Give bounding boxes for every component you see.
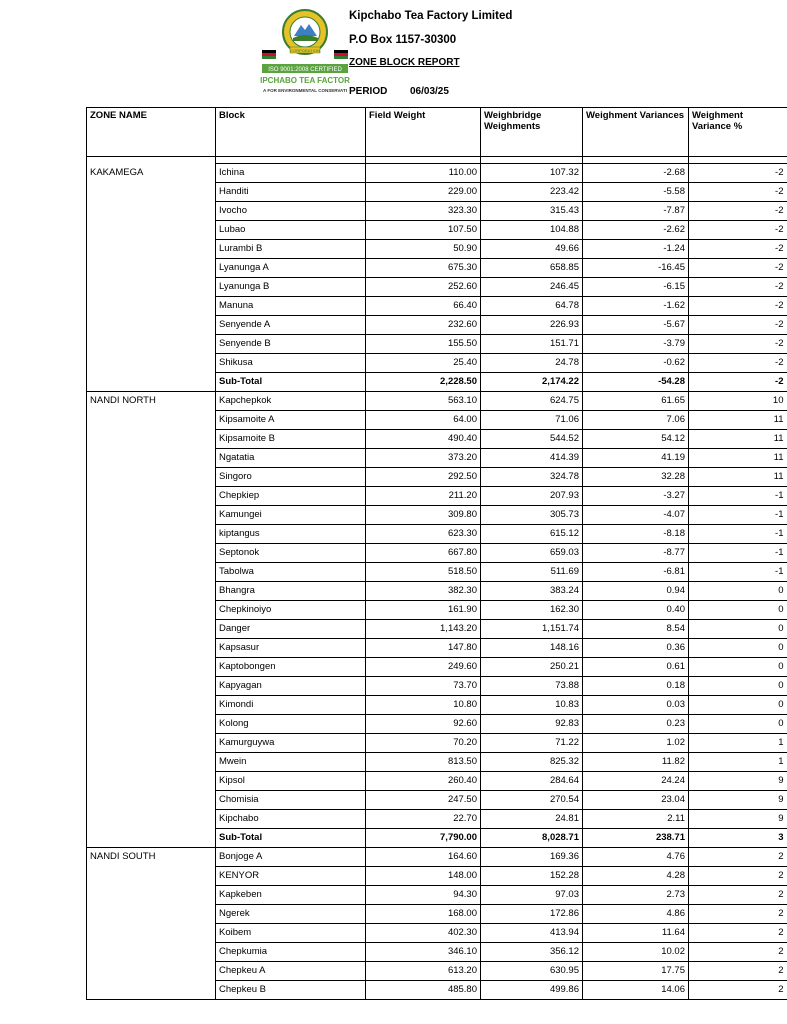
- field-weight-cell: 675.30: [366, 259, 481, 278]
- field-weight-cell: 229.00: [366, 183, 481, 202]
- weighbridge-cell: 223.42: [481, 183, 583, 202]
- block-cell: Kipsamoite A: [216, 411, 366, 430]
- spacer-cell: [689, 157, 787, 164]
- block-cell: Kaptobongen: [216, 658, 366, 677]
- field-weight-cell: 155.50: [366, 335, 481, 354]
- table-row: [87, 848, 787, 867]
- variance-pct-cell: -1: [689, 544, 787, 563]
- weighbridge-cell: 71.06: [481, 411, 583, 430]
- variance-pct-cell: 2: [689, 981, 787, 1000]
- block-cell: Kapsasur: [216, 639, 366, 658]
- weighbridge-cell: 414.39: [481, 449, 583, 468]
- variance-pct-cell: 11: [689, 411, 787, 430]
- subtotal-variance: -54.28: [583, 373, 689, 392]
- field-weight-cell: 10.80: [366, 696, 481, 715]
- variance-cell: 11.64: [583, 924, 689, 943]
- logo-corporation-text: CORPORATION: [290, 48, 320, 53]
- variance-cell: 4.28: [583, 867, 689, 886]
- block-cell: Chepkinoiyo: [216, 601, 366, 620]
- variance-pct-cell: -2: [689, 354, 787, 373]
- block-cell: Senyende A: [216, 316, 366, 335]
- weighbridge-cell: 511.69: [481, 563, 583, 582]
- block-cell: Kipsol: [216, 772, 366, 791]
- variance-cell: 0.61: [583, 658, 689, 677]
- table-body: [87, 157, 787, 1000]
- variance-cell: -6.81: [583, 563, 689, 582]
- field-weight-cell: 94.30: [366, 886, 481, 905]
- block-cell: Ivocho: [216, 202, 366, 221]
- spacer-cell: [216, 157, 366, 164]
- variance-cell: 0.03: [583, 696, 689, 715]
- field-weight-cell: 22.70: [366, 810, 481, 829]
- zone-name-cell: NANDI SOUTH: [87, 848, 216, 1000]
- variance-pct-cell: -1: [689, 563, 787, 582]
- field-weight-cell: 373.20: [366, 449, 481, 468]
- weighbridge-cell: 151.71: [481, 335, 583, 354]
- variance-cell: 17.75: [583, 962, 689, 981]
- field-weight-cell: 249.60: [366, 658, 481, 677]
- weighbridge-cell: 324.78: [481, 468, 583, 487]
- table-header-row: [87, 108, 787, 157]
- weighbridge-cell: 544.52: [481, 430, 583, 449]
- variance-cell: -6.15: [583, 278, 689, 297]
- block-cell: Kipchabo: [216, 810, 366, 829]
- zone-block-table: [86, 107, 787, 1000]
- weighbridge-cell: 97.03: [481, 886, 583, 905]
- field-weight-cell: 107.50: [366, 221, 481, 240]
- field-weight-cell: 66.40: [366, 297, 481, 316]
- variance-pct-cell: -2: [689, 164, 787, 183]
- weighbridge-cell: 659.03: [481, 544, 583, 563]
- variance-pct-cell: 2: [689, 848, 787, 867]
- field-weight-cell: 563.10: [366, 392, 481, 411]
- spacer-cell: [366, 157, 481, 164]
- subtotal-weighbridge: 2,174.22: [481, 373, 583, 392]
- field-weight-cell: 252.60: [366, 278, 481, 297]
- block-cell: Kamungei: [216, 506, 366, 525]
- field-weight-cell: 260.40: [366, 772, 481, 791]
- field-weight-cell: 70.20: [366, 734, 481, 753]
- weighbridge-cell: 356.12: [481, 943, 583, 962]
- variance-cell: -0.62: [583, 354, 689, 373]
- column-header-zone-name: ZONE NAME: [87, 108, 216, 157]
- variance-cell: 41.19: [583, 449, 689, 468]
- variance-pct-cell: 2: [689, 886, 787, 905]
- variance-pct-cell: 0: [689, 696, 787, 715]
- variance-cell: 8.54: [583, 620, 689, 639]
- weighbridge-cell: 825.32: [481, 753, 583, 772]
- block-cell: Kimondi: [216, 696, 366, 715]
- block-cell: Bonjoge A: [216, 848, 366, 867]
- field-weight-cell: 402.30: [366, 924, 481, 943]
- variance-cell: 0.18: [583, 677, 689, 696]
- field-weight-cell: 667.80: [366, 544, 481, 563]
- block-cell: Lubao: [216, 221, 366, 240]
- weighbridge-cell: 630.95: [481, 962, 583, 981]
- weighbridge-cell: 226.93: [481, 316, 583, 335]
- variance-cell: 32.28: [583, 468, 689, 487]
- column-header-weighment-variance-pct: Weighment Variance %: [689, 108, 787, 157]
- weighbridge-cell: 624.75: [481, 392, 583, 411]
- logo-tagline-text: A FOR ENVIRONMENTAL CONSERVATI: [263, 88, 347, 93]
- logo-factory-text: IPCHABO TEA FACTOR: [260, 76, 350, 85]
- variance-cell: -8.18: [583, 525, 689, 544]
- spacer-cell: [87, 157, 216, 164]
- variance-cell: -2.62: [583, 221, 689, 240]
- variance-cell: 4.76: [583, 848, 689, 867]
- variance-cell: -3.79: [583, 335, 689, 354]
- weighbridge-cell: 64.78: [481, 297, 583, 316]
- period-value: 06/03/25: [410, 86, 449, 97]
- weighbridge-cell: 499.86: [481, 981, 583, 1000]
- weighbridge-cell: 152.28: [481, 867, 583, 886]
- variance-cell: -8.77: [583, 544, 689, 563]
- variance-pct-cell: -2: [689, 183, 787, 202]
- variance-cell: 23.04: [583, 791, 689, 810]
- variance-pct-cell: 2: [689, 924, 787, 943]
- weighbridge-cell: 246.45: [481, 278, 583, 297]
- field-weight-cell: 309.80: [366, 506, 481, 525]
- company-logo: [262, 8, 348, 96]
- variance-cell: 1.02: [583, 734, 689, 753]
- field-weight-cell: 292.50: [366, 468, 481, 487]
- column-header-field-weight: Field Weight: [366, 108, 481, 157]
- column-header-weighbridge-weighments: Weighbridge Weighments: [481, 108, 583, 157]
- field-weight-cell: 232.60: [366, 316, 481, 335]
- variance-cell: 7.06: [583, 411, 689, 430]
- block-cell: Senyende B: [216, 335, 366, 354]
- variance-pct-cell: 11: [689, 430, 787, 449]
- field-weight-cell: 485.80: [366, 981, 481, 1000]
- subtotal-field-weight: 7,790.00: [366, 829, 481, 848]
- logo-certified-text: ISO 9001:2008 CERTIFIED: [268, 67, 342, 73]
- block-cell: Septonok: [216, 544, 366, 563]
- weighbridge-cell: 71.22: [481, 734, 583, 753]
- variance-cell: -5.58: [583, 183, 689, 202]
- field-weight-cell: 64.00: [366, 411, 481, 430]
- block-cell: Chepkeu B: [216, 981, 366, 1000]
- block-cell: Tabolwa: [216, 563, 366, 582]
- variance-cell: 14.06: [583, 981, 689, 1000]
- weighbridge-cell: 162.30: [481, 601, 583, 620]
- variance-cell: 24.24: [583, 772, 689, 791]
- field-weight-cell: 25.40: [366, 354, 481, 373]
- variance-pct-cell: 2: [689, 905, 787, 924]
- variance-cell: 11.82: [583, 753, 689, 772]
- variance-pct-cell: -2: [689, 297, 787, 316]
- field-weight-cell: 110.00: [366, 164, 481, 183]
- field-weight-cell: 813.50: [366, 753, 481, 772]
- subtotal-field-weight: 2,228.50: [366, 373, 481, 392]
- variance-pct-cell: -1: [689, 487, 787, 506]
- variance-pct-cell: 0: [689, 639, 787, 658]
- period-label: PERIOD: [349, 86, 388, 97]
- column-header-block: Block: [216, 108, 366, 157]
- field-weight-cell: 346.10: [366, 943, 481, 962]
- block-cell: Ichina: [216, 164, 366, 183]
- subtotal-label: Sub-Total: [216, 829, 366, 848]
- variance-cell: -7.87: [583, 202, 689, 221]
- weighbridge-cell: 250.21: [481, 658, 583, 677]
- variance-pct-cell: 9: [689, 791, 787, 810]
- variance-pct-cell: 9: [689, 810, 787, 829]
- block-cell: Kamurguywa: [216, 734, 366, 753]
- field-weight-cell: 92.60: [366, 715, 481, 734]
- subtotal-variance: 238.71: [583, 829, 689, 848]
- block-cell: Chomisia: [216, 791, 366, 810]
- variance-pct-cell: 0: [689, 715, 787, 734]
- variance-cell: 0.36: [583, 639, 689, 658]
- field-weight-cell: 161.90: [366, 601, 481, 620]
- field-weight-cell: 247.50: [366, 791, 481, 810]
- variance-cell: 0.40: [583, 601, 689, 620]
- weighbridge-cell: 169.36: [481, 848, 583, 867]
- block-cell: Kapyagan: [216, 677, 366, 696]
- variance-cell: -5.67: [583, 316, 689, 335]
- block-cell: Ngatatia: [216, 449, 366, 468]
- variance-pct-cell: 2: [689, 867, 787, 886]
- variance-pct-cell: -2: [689, 278, 787, 297]
- field-weight-cell: 490.40: [366, 430, 481, 449]
- field-weight-cell: 148.00: [366, 867, 481, 886]
- weighbridge-cell: 413.94: [481, 924, 583, 943]
- variance-pct-cell: 10: [689, 392, 787, 411]
- weighbridge-cell: 305.73: [481, 506, 583, 525]
- field-weight-cell: 623.30: [366, 525, 481, 544]
- weighbridge-cell: 383.24: [481, 582, 583, 601]
- variance-cell: -1.24: [583, 240, 689, 259]
- block-cell: KENYOR: [216, 867, 366, 886]
- variance-pct-cell: 1: [689, 753, 787, 772]
- field-weight-cell: 73.70: [366, 677, 481, 696]
- weighbridge-cell: 658.85: [481, 259, 583, 278]
- block-cell: Kapchepkok: [216, 392, 366, 411]
- block-cell: Lyanunga A: [216, 259, 366, 278]
- variance-pct-cell: 9: [689, 772, 787, 791]
- variance-cell: 61.65: [583, 392, 689, 411]
- weighbridge-cell: 49.66: [481, 240, 583, 259]
- variance-pct-cell: 11: [689, 449, 787, 468]
- block-cell: Chepkeu A: [216, 962, 366, 981]
- report-header: [0, 0, 768, 105]
- variance-pct-cell: 0: [689, 601, 787, 620]
- variance-cell: 0.23: [583, 715, 689, 734]
- variance-pct-cell: 1: [689, 734, 787, 753]
- weighbridge-cell: 24.81: [481, 810, 583, 829]
- variance-cell: 10.02: [583, 943, 689, 962]
- variance-cell: 54.12: [583, 430, 689, 449]
- weighbridge-cell: 92.83: [481, 715, 583, 734]
- weighbridge-cell: 207.93: [481, 487, 583, 506]
- block-cell: kiptangus: [216, 525, 366, 544]
- variance-pct-cell: -2: [689, 316, 787, 335]
- field-weight-cell: 147.80: [366, 639, 481, 658]
- spacer-cell: [481, 157, 583, 164]
- block-cell: Shikusa: [216, 354, 366, 373]
- po-box: P.O Box 1157-30300: [349, 34, 457, 46]
- variance-pct-cell: 2: [689, 943, 787, 962]
- table-row: [87, 392, 787, 411]
- variance-cell: -4.07: [583, 506, 689, 525]
- weighbridge-cell: 1,151.74: [481, 620, 583, 639]
- block-cell: Kapkeben: [216, 886, 366, 905]
- column-header-weighment-variances: Weighment Variances: [583, 108, 689, 157]
- variance-cell: 0.94: [583, 582, 689, 601]
- variance-cell: 4.86: [583, 905, 689, 924]
- report-title: ZONE BLOCK REPORT: [349, 57, 460, 68]
- variance-cell: -16.45: [583, 259, 689, 278]
- company-name: Kipchabo Tea Factory Limited: [349, 10, 513, 22]
- field-weight-cell: 518.50: [366, 563, 481, 582]
- weighbridge-cell: 104.88: [481, 221, 583, 240]
- field-weight-cell: 211.20: [366, 487, 481, 506]
- weighbridge-cell: 270.54: [481, 791, 583, 810]
- block-cell: Singoro: [216, 468, 366, 487]
- subtotal-label: Sub-Total: [216, 373, 366, 392]
- subtotal-weighbridge: 8,028.71: [481, 829, 583, 848]
- subtotal-variance-pct: 3: [689, 829, 787, 848]
- field-weight-cell: 1,143.20: [366, 620, 481, 639]
- block-cell: Lurambi B: [216, 240, 366, 259]
- weighbridge-cell: 73.88: [481, 677, 583, 696]
- variance-pct-cell: -2: [689, 259, 787, 278]
- variance-pct-cell: -1: [689, 525, 787, 544]
- variance-cell: -2.68: [583, 164, 689, 183]
- variance-pct-cell: -2: [689, 240, 787, 259]
- variance-pct-cell: 0: [689, 620, 787, 639]
- variance-cell: -1.62: [583, 297, 689, 316]
- weighbridge-cell: 24.78: [481, 354, 583, 373]
- variance-pct-cell: -2: [689, 221, 787, 240]
- block-cell: Chepkiep: [216, 487, 366, 506]
- variance-pct-cell: -1: [689, 506, 787, 525]
- variance-pct-cell: 11: [689, 468, 787, 487]
- spacer-cell: [583, 157, 689, 164]
- block-cell: Kipsamoite B: [216, 430, 366, 449]
- weighbridge-cell: 172.86: [481, 905, 583, 924]
- variance-pct-cell: -2: [689, 202, 787, 221]
- field-weight-cell: 323.30: [366, 202, 481, 221]
- block-cell: Danger: [216, 620, 366, 639]
- weighbridge-cell: 10.83: [481, 696, 583, 715]
- block-cell: Bhangra: [216, 582, 366, 601]
- weighbridge-cell: 315.43: [481, 202, 583, 221]
- variance-pct-cell: 2: [689, 962, 787, 981]
- zone-name-cell: KAKAMEGA: [87, 164, 216, 392]
- block-cell: Kolong: [216, 715, 366, 734]
- variance-pct-cell: -2: [689, 335, 787, 354]
- field-weight-cell: 382.30: [366, 582, 481, 601]
- variance-cell: 2.73: [583, 886, 689, 905]
- zone-name-cell: NANDI NORTH: [87, 392, 216, 848]
- variance-cell: 2.11: [583, 810, 689, 829]
- weighbridge-cell: 615.12: [481, 525, 583, 544]
- block-cell: Chepkumia: [216, 943, 366, 962]
- variance-pct-cell: 0: [689, 582, 787, 601]
- block-cell: Handiti: [216, 183, 366, 202]
- block-cell: Mwein: [216, 753, 366, 772]
- variance-cell: -3.27: [583, 487, 689, 506]
- field-weight-cell: 168.00: [366, 905, 481, 924]
- block-cell: Koibem: [216, 924, 366, 943]
- table-row: [87, 164, 787, 183]
- block-cell: Ngerek: [216, 905, 366, 924]
- spacer-row: [87, 157, 787, 164]
- weighbridge-cell: 148.16: [481, 639, 583, 658]
- field-weight-cell: 613.20: [366, 962, 481, 981]
- variance-pct-cell: 0: [689, 658, 787, 677]
- block-cell: Lyanunga B: [216, 278, 366, 297]
- weighbridge-cell: 107.32: [481, 164, 583, 183]
- weighbridge-cell: 284.64: [481, 772, 583, 791]
- field-weight-cell: 50.90: [366, 240, 481, 259]
- field-weight-cell: 164.60: [366, 848, 481, 867]
- subtotal-variance-pct: -2: [689, 373, 787, 392]
- variance-pct-cell: 0: [689, 677, 787, 696]
- block-cell: Manuna: [216, 297, 366, 316]
